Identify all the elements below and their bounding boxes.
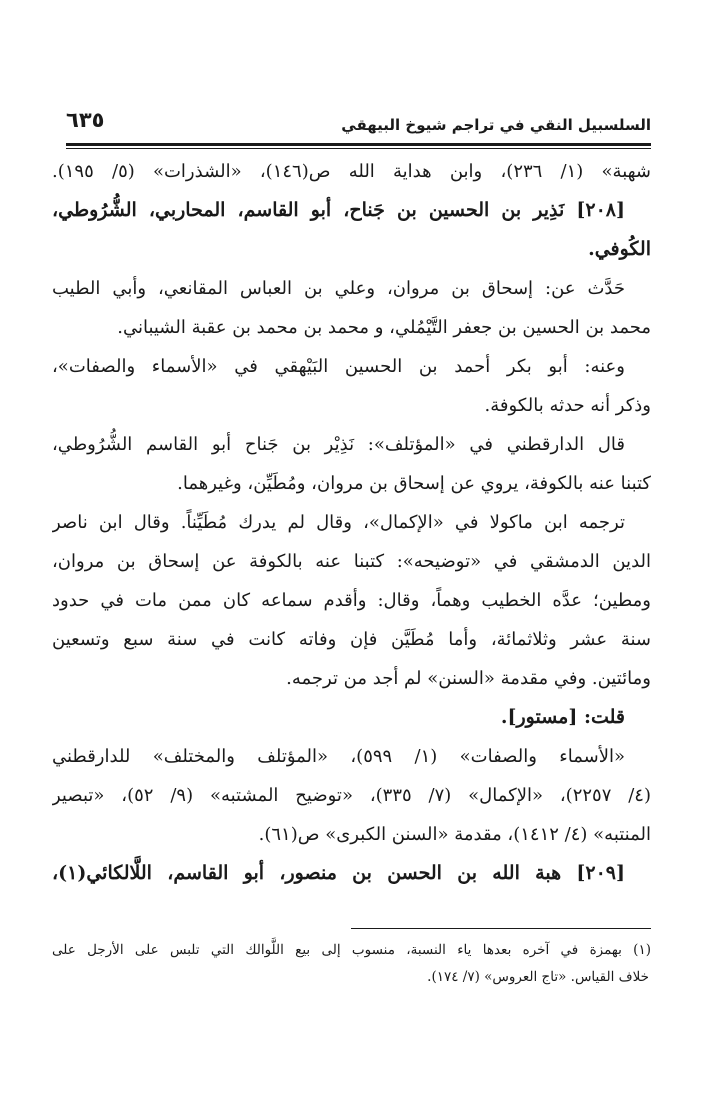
- entry-heading-209: [٢٠٩] هبة الله بن الحسن بن منصور، أبو القاسم، اللَّالكائي(١)،: [52, 862, 625, 884]
- text-line: قال الدارقطني في «المؤتلف»: نَذِيْر بن جَناح أبو القاسم الشُّرُوطي،: [52, 434, 625, 455]
- header-rule-thick: [66, 143, 651, 146]
- footnote-1: (١) بهمزة في آخره بعدها ياء النسبة، منسوب إلى بيع اللَّوالك التي تلبس على الأرجل على: [52, 942, 651, 958]
- footnotes: [52, 937, 651, 991]
- text-line: سنة عشر وثلاثمائة، وأما مُطَيَّن فإن وفاته كانت في سنة سبع وتسعين: [52, 629, 651, 650]
- text-line: حَدَّث عن: إسحاق بن مروان، وعلي بن العباس المقانعي، وأبي الطيب: [52, 278, 625, 299]
- text-line: الدين الدمشقي في «توضيحه»: كتبنا عنه بالكوفة عن إسحاق بن مروان،: [52, 551, 651, 572]
- entry-heading-208-cont: الكُوفي.: [588, 238, 651, 260]
- entry-heading-208: [٢٠٨] نَذِير بن الحسين بن جَناح، أبو القاسم، المحاربي، الشُّرُوطي،: [52, 199, 625, 221]
- text-line: كتبنا عنه بالكوفة، يروي عن إسحاق بن مروان، ومُطَيِّن، وغيرهما.: [177, 473, 651, 494]
- source-line: (٤/ ٢٢٥٧)، «الإكمال» (٧/ ٣٣٥)، «توضيح المشتبه» (٩/ ٥٢)، «تبصير: [52, 785, 651, 806]
- page-number: ٦٣٥: [66, 108, 105, 132]
- text-line: ومائتين. وفي مقدمة «السنن» لم أجد من ترجمه.: [286, 668, 651, 689]
- text-line: وذكر أنه حدثه بالكوفة.: [484, 395, 651, 416]
- source-line: «الأسماء والصفات» (١/ ٥٩٩)، «المؤتلف والمختلف» للدارقطني: [52, 746, 625, 767]
- text-line: ومطين؛ عدَّه الخطيب وهماً، وقال: وأقدم سماعه كان ممن مات في حدود: [52, 590, 651, 611]
- text-line: محمد بن الحسين بن جعفر التَّيْمُلي، و محمد بن محمد بن عقبة الشيباني.: [117, 317, 651, 338]
- page-header: [66, 100, 651, 140]
- text-line: وعنه: أبو بكر أحمد بن الحسين البَيْهقي في «الأسماء والصفات»،: [52, 356, 625, 377]
- running-title: السلسبيل النقي في تراجم شيوخ البيهقي: [341, 116, 651, 134]
- source-line: المنتبه» (٤/ ١٤١٢)، مقدمة «السنن الكبرى» ص(٦١).: [258, 824, 651, 845]
- body-text: [52, 152, 651, 893]
- text-line: شهبة» (١/ ٢٣٦)، وابن هداية الله ص(١٤٦)، «الشذرات» (٥/ ١٩٥).: [52, 161, 651, 182]
- verdict-line: قلت: [مستور].: [500, 706, 625, 728]
- header-rule-thin: [66, 148, 651, 149]
- footnote-rule: [351, 928, 651, 929]
- text-line: ترجمه ابن ماكولا في «الإكمال»، وقال لم يدرك مُطَيِّناً. وقال ابن ناصر: [52, 512, 625, 533]
- footnote-1-cont: خلاف القياس. «تاج العروس» (٧/ ١٧٤).: [427, 969, 649, 985]
